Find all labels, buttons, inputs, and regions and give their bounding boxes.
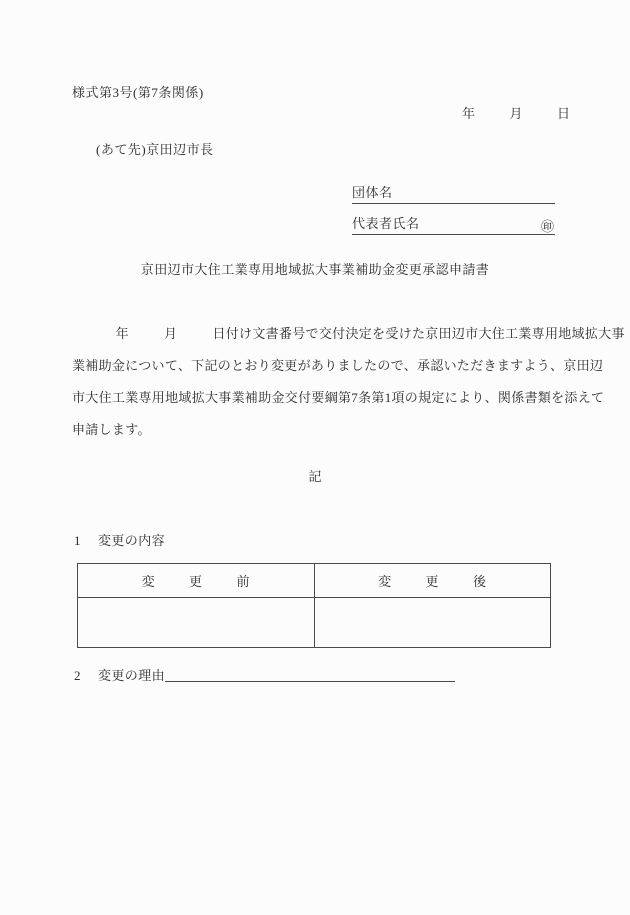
date-day: 日	[557, 106, 571, 121]
form-number: 様式第3号(第7条関係)	[72, 85, 204, 100]
organization-name-field[interactable]	[352, 180, 555, 204]
organization-name-label: 団体名	[352, 185, 393, 200]
section-2-label: 変更の理由	[98, 668, 166, 683]
body-line-4: 申請します。	[72, 422, 151, 437]
header-before-char-1: 変	[141, 574, 156, 589]
cell-after-change[interactable]	[314, 598, 551, 648]
signature-block	[352, 180, 555, 242]
body-line-2: 業補助金について、下記のとおり変更がありましたので、承認いただきますよう、京田辺	[72, 358, 604, 373]
header-after-char-3: 後	[472, 574, 487, 589]
date-month: 月	[509, 106, 523, 121]
header-before-char-3: 前	[236, 574, 250, 589]
date-year: 年	[462, 106, 476, 121]
table-header-before	[78, 564, 315, 598]
representative-name-label: 代表者氏名	[352, 216, 420, 231]
page-title: 京田辺市大住工業専用地域拡大事業補助金変更承認申請書	[140, 262, 490, 277]
addressee: (あて先)京田辺市長	[96, 142, 214, 157]
section-2-number: 2	[74, 668, 81, 683]
cell-before-change[interactable]	[78, 598, 315, 648]
header-after-char-1: 変	[378, 574, 392, 589]
body-paragraph	[72, 318, 625, 446]
change-reason-input[interactable]	[165, 667, 455, 682]
header-before-char-2: 更	[189, 574, 203, 589]
seal-icon: ㊞	[540, 219, 554, 234]
body-line-3: 市大住工業専用地域拡大事業補助金交付要綱第7条第1項の規定により、関係書類を添えて	[72, 390, 605, 405]
table-header-row	[78, 564, 551, 598]
body-line-1	[72, 318, 625, 350]
body-year: 年	[115, 326, 129, 341]
date-line	[462, 103, 570, 122]
body-month: 月	[164, 326, 178, 341]
representative-name-field[interactable]	[352, 211, 555, 235]
ki-mark: 記	[308, 469, 322, 484]
section-heading-change-reason	[74, 665, 455, 684]
section-1-number: 1	[74, 533, 81, 548]
body-line-1-text: 日付け文書番号で交付決定を受けた京田辺市大住工業専用地域拡大事	[212, 326, 625, 341]
table-row	[78, 598, 551, 648]
change-table	[77, 563, 551, 648]
section-1-label: 変更の内容	[98, 533, 166, 548]
header-after-char-2: 更	[425, 574, 439, 589]
section-heading-change-content	[74, 530, 165, 549]
table-header-after	[314, 564, 551, 598]
